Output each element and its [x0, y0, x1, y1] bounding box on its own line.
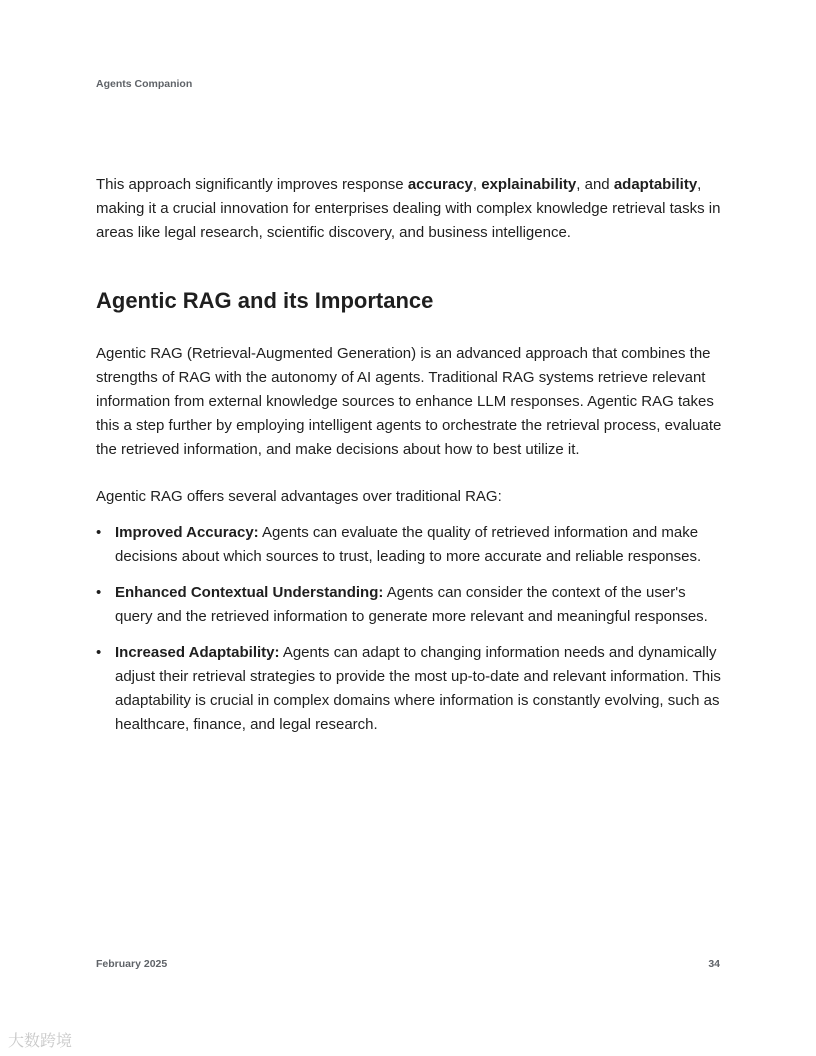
page-header-title: Agents Companion	[96, 78, 193, 90]
footer-page-number: 34	[708, 958, 720, 970]
list-item-title: Increased Adaptability:	[115, 644, 280, 661]
intro-sep-1: ,	[472, 176, 482, 193]
intro-sep-2: , and	[576, 176, 614, 193]
intro-bold-adaptability: adaptability	[613, 176, 698, 193]
footer-date: February 2025	[96, 958, 168, 970]
intro-paragraph	[96, 173, 724, 245]
advantages-list	[96, 521, 724, 749]
list-item-text: Agents can consider the context of the user's query and the retrieved information to generate more relevant and meaningful responses.	[115, 584, 708, 625]
list-item-text: Agents can evaluate the quality of retrieved information and make decisions about which sources to trust, leading to more accurate and reliable responses.	[115, 524, 702, 565]
list-item-title: Enhanced Contextual Understanding:	[115, 584, 384, 601]
intro-bold-accuracy: accuracy	[407, 176, 473, 193]
list-item-title: Improved Accuracy:	[115, 524, 259, 541]
bullet-dot-icon: •	[96, 524, 102, 541]
bullet-dot-icon: •	[96, 584, 102, 601]
list-item	[96, 581, 724, 629]
list-item	[96, 641, 724, 737]
bullet-dot-icon: •	[96, 644, 102, 661]
intro-text-end: , making it a crucial innovation for enterprises dealing with complex knowledge retrieval tasks in areas like legal research, scientific discovery, and business intelligence.	[96, 176, 721, 241]
intro-bold-explainability: explainability	[481, 176, 577, 193]
section-paragraph-2: Agentic RAG offers several advantages over traditional RAG:	[96, 488, 502, 505]
intro-text-start: This approach significantly improves response	[96, 176, 408, 193]
list-item	[96, 521, 724, 569]
list-item-text: Agents can adapt to changing information needs and dynamically adjust their retrieval strategies to provide the most up-to-date and relevant information. This adaptability is crucial in complex domains where information is constantly evolving, such as healthcare, finance, and legal research.	[115, 644, 721, 733]
section-paragraph-1: Agentic RAG (Retrieval-Augmented Generation) is an advanced approach that combines the strengths of RAG with the autonomy of AI agents. Traditional RAG systems retrieve relevant information from external knowledge sources to enhance LLM responses. Agentic RAG takes this a step further by employing intelligent agents to orchestrate the retrieval process, evaluate the retrieved information, and make decisions about how to best utilize it.	[96, 345, 722, 458]
watermark-logo: 大数跨境	[8, 1031, 73, 1050]
section-title: Agentic RAG and its Importance	[96, 288, 434, 313]
